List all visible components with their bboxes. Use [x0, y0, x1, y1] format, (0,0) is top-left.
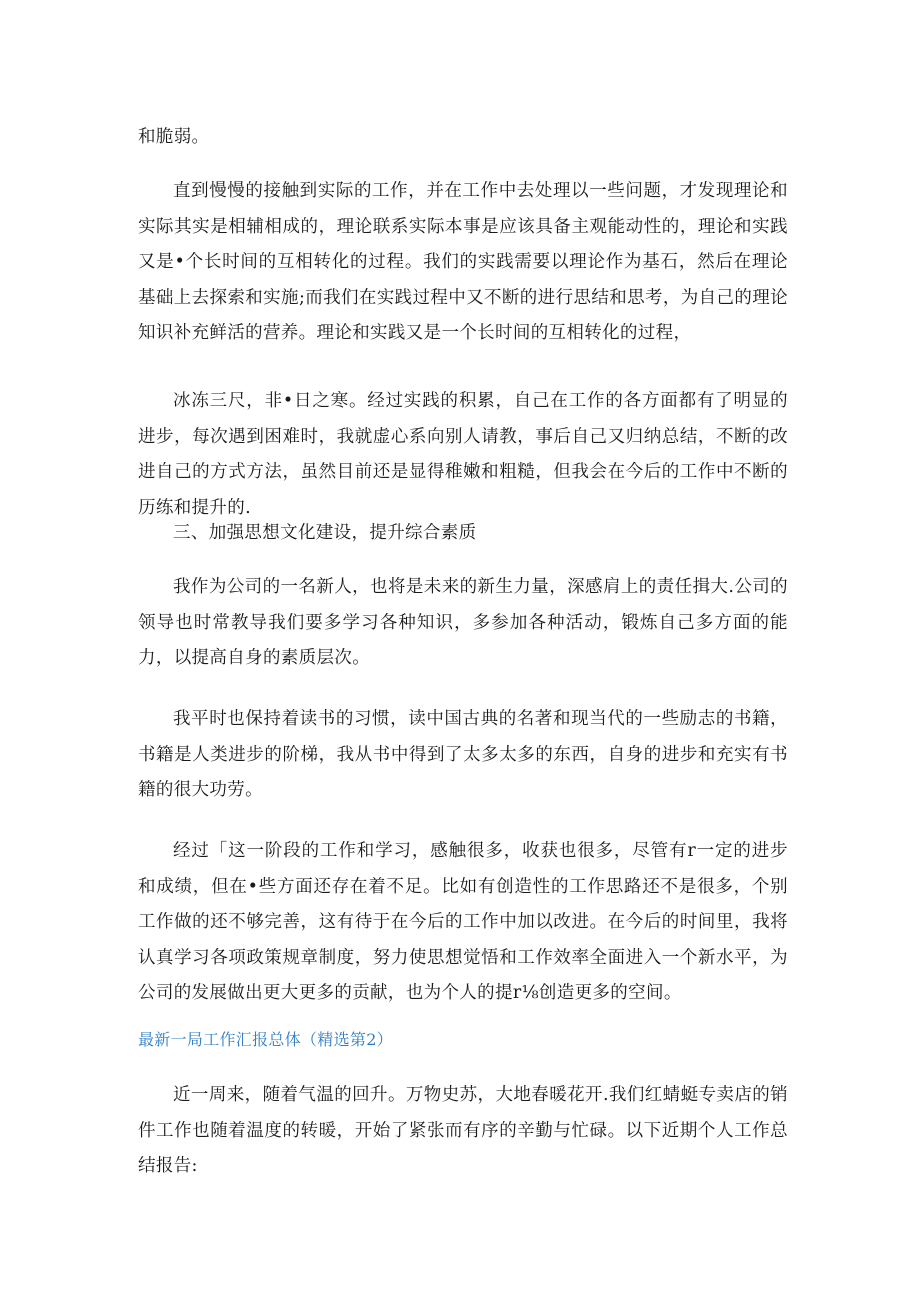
paragraph-theory-practice: 直到慢慢的接触到实际的工作，并在工作中去处理以一些问题，才发现理论和实际其实是相辅相成的，理论联系实际本事是应该具备主观能动性的，理论和实践又是•个长时间的互相转化的过程。我们的实践需要以理论作为基石，然后在理论基础上去探索和实施;而我们在实践过程中又不断的进行思结和思考，为自己的理论知识补充鲜活的营养。理论和实践又是一个长时间的互相转化的过程， [138, 181, 788, 343]
paragraph-weekly-report: 近一周来，随着气温的回升。万物史苏，大地春暖花开.我们红蜻蜓专卖店的销件工作也随着温度的转暖，开始了紧张而有序的辛勤与忙碌。以下近期个人工作总结报告: [138, 1085, 788, 1176]
section-heading-link[interactable]: 最新一局工作汇报总体（精选第2） [138, 1030, 393, 1049]
paragraph-accumulation: 冰冻三尺，非•日之寒。经过实践的积累，自己在工作的各方面都有了明显的进步，每次遇到困难时，我就虚心系向别人请教，事后自己又归纳总结，不断的改进自己的方式方法，虽然目前还是显得稚嫩和粗糙，但我会在今后的工作中不断的历练和提升的. [138, 391, 788, 518]
paragraph-continuation: 和脆弱。 [138, 127, 210, 147]
section-heading-culture: 三、加强思想文化建设，提升综合素质 [173, 523, 477, 543]
paragraph-summary: 经过「这一阶段的工作和学习，感触很多，收获也很多，尽管有r一定的进步和成绩，但在•些方面还存在着不足。比如有创造性的工作思路还不是很多，个别工作做的还不够完善，这有待于在今后的工作中加以改进。在今后的时间里，我将认真学习各项政策规章制度，努力使思想觉悟和工作效率全面进入一个新水平，为公司的发展做出更大更多的贡献，也为个人的提r⅛创造更多的空间。 [138, 841, 788, 1003]
paragraph-reading: 我平时也保持着读书的习惯，读中国古典的名著和现当代的一些励志的书籍，书籍是人类进步的阶梯，我从书中得到了太多太多的东西，自身的进步和充实有书籍的很大功劳。 [138, 709, 788, 800]
paragraph-new-employee: 我作为公司的一名新人，也将是未来的新生力量，深感肩上的责任揖大.公司的领导也时常教导我们要多学习各种知识，多参加各种活动，锻炼自己多方面的能力，以提高自身的素质层次。 [138, 577, 788, 668]
